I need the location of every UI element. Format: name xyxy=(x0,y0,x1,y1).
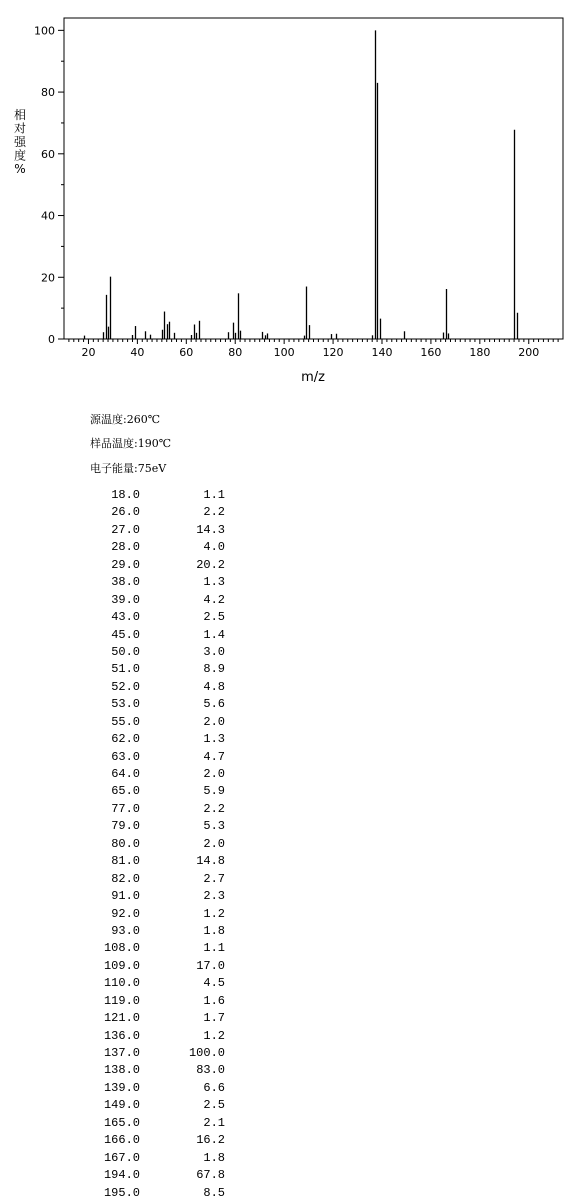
peak-mz: 149.0 xyxy=(103,1098,140,1113)
peak-mz: 63.0 xyxy=(111,749,140,764)
peak-mz: 64.0 xyxy=(111,767,140,781)
peak-abundance: 6.6 xyxy=(203,1080,225,1095)
peak-mz: 79.0 xyxy=(111,819,140,834)
x-tick-label: 120 xyxy=(322,346,344,359)
peak-abundance: 2.2 xyxy=(203,505,225,520)
plot-frame xyxy=(64,18,563,339)
y-tick-label: 80 xyxy=(41,86,55,100)
peak-mz: 109.0 xyxy=(103,958,140,973)
x-tick-label: 200 xyxy=(518,346,540,359)
peak-row xyxy=(80,661,230,678)
peak-abundance: 3.0 xyxy=(203,644,225,659)
peak-mz: 26.0 xyxy=(111,505,140,520)
x-tick-label: 60 xyxy=(179,346,194,359)
x-tick-label: 100 xyxy=(273,346,295,359)
peak-list xyxy=(80,487,230,1202)
peak-row xyxy=(80,818,230,835)
peak-abundance: 1.1 xyxy=(203,488,225,502)
peak-row xyxy=(80,783,230,800)
peak-abundance: 1.8 xyxy=(203,923,225,938)
peak-row xyxy=(80,696,230,713)
peak-abundance: 14.8 xyxy=(196,854,225,869)
peak-row xyxy=(80,487,230,504)
peak-abundance: 16.2 xyxy=(196,1133,225,1148)
electron-energy: 电子能量:75eV xyxy=(90,462,167,475)
peak-abundance: 4.2 xyxy=(203,592,225,607)
peak-abundance: 14.3 xyxy=(196,522,225,537)
peak-row xyxy=(80,504,230,521)
peak-abundance: 100.0 xyxy=(188,1046,225,1060)
peak-abundance: 1.1 xyxy=(203,941,225,956)
peak-abundance: 5.6 xyxy=(203,697,225,712)
peak-mz: 29.0 xyxy=(111,557,140,572)
peak-row xyxy=(80,923,230,940)
peak-row xyxy=(80,627,230,644)
peak-mz: 82.0 xyxy=(111,871,140,886)
peak-row xyxy=(80,888,230,905)
y-tick-label: 100 xyxy=(34,24,55,38)
peak-row xyxy=(80,731,230,748)
y-axis-label-char: % xyxy=(14,162,26,176)
peak-mz: 18.0 xyxy=(111,488,140,502)
peak-abundance: 2.1 xyxy=(203,1115,225,1130)
peak-row xyxy=(80,1080,230,1097)
peak-abundance: 2.0 xyxy=(203,836,225,851)
peak-abundance: 2.3 xyxy=(203,889,225,904)
peak-abundance: 5.3 xyxy=(203,819,225,834)
y-axis-label-char: 强 xyxy=(13,135,27,149)
peak-mz: 50.0 xyxy=(111,644,140,659)
peak-row xyxy=(80,993,230,1010)
peak-mz: 51.0 xyxy=(111,662,140,677)
peak-row xyxy=(80,940,230,957)
peak-abundance: 2.5 xyxy=(203,610,225,625)
peak-abundance: 1.3 xyxy=(203,575,225,590)
peak-mz: 65.0 xyxy=(111,784,140,799)
peak-abundance: 4.7 xyxy=(203,749,225,764)
peak-mz: 55.0 xyxy=(111,714,140,729)
peak-abundance: 4.8 xyxy=(203,679,225,694)
peak-row xyxy=(80,906,230,923)
x-axis xyxy=(69,339,558,359)
peak-abundance: 2.0 xyxy=(203,714,225,729)
peak-row xyxy=(80,1185,230,1202)
peak-row xyxy=(80,1010,230,1027)
peak-mz: 27.0 xyxy=(111,522,140,537)
x-tick-label: 160 xyxy=(420,346,442,359)
peak-mz: 194.0 xyxy=(103,1168,140,1183)
x-tick-label: 180 xyxy=(469,346,491,359)
peak-row xyxy=(80,958,230,975)
peak-mz: 166.0 xyxy=(103,1133,140,1148)
peak-mz: 92.0 xyxy=(111,906,140,921)
peak-mz: 45.0 xyxy=(111,627,140,642)
peak-row xyxy=(80,1028,230,1045)
peak-mz: 80.0 xyxy=(111,836,140,851)
peak-abundance: 1.3 xyxy=(203,732,225,747)
y-tick-label: 20 xyxy=(41,271,55,285)
peak-row xyxy=(80,1062,230,1079)
y-axis-label xyxy=(14,107,27,176)
peak-row xyxy=(80,1132,230,1149)
peak-abundance: 2.2 xyxy=(203,801,225,816)
peak-abundance: 1.4 xyxy=(203,627,225,642)
peak-mz: 108.0 xyxy=(103,941,140,956)
peak-abundance: 4.0 xyxy=(203,540,225,555)
peak-abundance: 1.2 xyxy=(203,1028,225,1043)
peak-mz: 52.0 xyxy=(111,679,140,694)
peak-mz: 62.0 xyxy=(111,732,140,747)
peak-mz: 138.0 xyxy=(103,1063,140,1078)
y-axis xyxy=(34,24,64,346)
peak-abundance: 8.9 xyxy=(203,662,225,677)
source-temperature: 源温度:260℃ xyxy=(90,413,161,426)
y-tick-label: 40 xyxy=(41,209,55,223)
peak-mz: 28.0 xyxy=(111,540,140,555)
peak-mz: 77.0 xyxy=(111,801,140,816)
y-axis-label-char: 度 xyxy=(13,148,27,163)
peak-mz: 91.0 xyxy=(111,889,140,904)
y-tick-label: 0 xyxy=(48,333,55,346)
peak-abundance: 8.5 xyxy=(203,1185,225,1200)
peak-row xyxy=(80,522,230,539)
sample-temperature: 样品温度:190℃ xyxy=(90,437,172,450)
peak-row xyxy=(80,749,230,766)
peak-abundance: 1.7 xyxy=(203,1011,225,1026)
peak-mz: 81.0 xyxy=(111,854,140,869)
peak-row xyxy=(80,679,230,696)
x-tick-label: 80 xyxy=(228,346,243,359)
peak-mz: 121.0 xyxy=(103,1011,140,1026)
peak-row xyxy=(80,836,230,853)
peak-row xyxy=(80,975,230,992)
x-tick-label: 140 xyxy=(371,346,393,359)
peak-mz: 110.0 xyxy=(103,976,140,991)
peak-abundance: 1.6 xyxy=(203,993,225,1008)
peak-abundance: 83.0 xyxy=(196,1063,225,1078)
peak-mz: 43.0 xyxy=(111,610,140,625)
peak-abundance: 5.9 xyxy=(203,784,225,799)
peak-row xyxy=(80,714,230,731)
y-axis-label-char: 对 xyxy=(13,121,27,136)
peak-row xyxy=(80,766,230,783)
peak-row xyxy=(80,1167,230,1184)
peak-abundance: 67.8 xyxy=(196,1168,225,1183)
peak-row xyxy=(80,557,230,574)
peak-mz: 93.0 xyxy=(111,923,140,938)
peak-row xyxy=(80,871,230,888)
peak-abundance: 1.8 xyxy=(203,1150,225,1165)
peak-abundance: 17.0 xyxy=(196,958,225,973)
peak-mz: 167.0 xyxy=(103,1150,140,1165)
x-tick-label: 20 xyxy=(81,346,96,359)
peak-row xyxy=(80,1045,230,1062)
x-axis-label: m/z xyxy=(301,370,325,385)
x-tick-label: 40 xyxy=(130,346,145,359)
peak-abundance: 2.7 xyxy=(203,871,225,886)
peak-mz: 165.0 xyxy=(103,1115,140,1130)
peak-row xyxy=(80,1150,230,1167)
peak-row xyxy=(80,644,230,661)
peak-mz: 39.0 xyxy=(111,592,140,607)
peak-abundance: 20.2 xyxy=(196,557,225,572)
peak-row xyxy=(80,592,230,609)
peak-abundance: 2.0 xyxy=(203,767,225,781)
peak-mz: 195.0 xyxy=(103,1185,140,1200)
mass-spectrum-chart xyxy=(0,0,570,395)
peak-abundance: 2.5 xyxy=(203,1098,225,1113)
peak-mz: 119.0 xyxy=(103,993,140,1008)
peak-row xyxy=(80,801,230,818)
peak-mz: 137.0 xyxy=(103,1046,140,1060)
peak-abundance: 1.2 xyxy=(203,906,225,921)
peak-row xyxy=(80,574,230,591)
peak-row xyxy=(80,853,230,870)
peak-row xyxy=(80,1097,230,1114)
peak-bars xyxy=(85,30,518,339)
peak-mz: 38.0 xyxy=(111,575,140,590)
peak-abundance: 4.5 xyxy=(203,976,225,991)
peak-row xyxy=(80,609,230,626)
peak-row xyxy=(80,539,230,556)
peak-row xyxy=(80,1115,230,1132)
y-tick-label: 60 xyxy=(41,147,55,161)
peak-mz: 136.0 xyxy=(103,1028,140,1043)
y-axis-label-char: 相 xyxy=(13,108,27,122)
peak-mz: 139.0 xyxy=(103,1080,140,1095)
peak-mz: 53.0 xyxy=(111,697,140,712)
